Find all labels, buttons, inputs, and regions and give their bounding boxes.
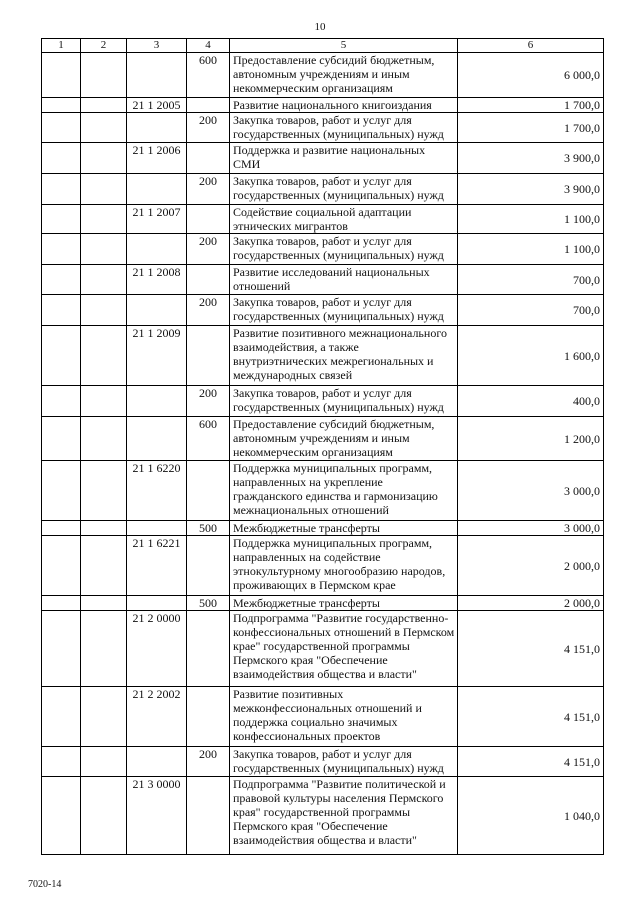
table-row (42, 417, 604, 461)
expense-type-cell (187, 461, 230, 521)
expense-type-cell: 200 (187, 295, 230, 326)
expense-type-cell (187, 536, 230, 596)
expense-type-cell (187, 205, 230, 234)
budget-table (41, 38, 604, 855)
subsection-cell (81, 326, 127, 386)
table-row (42, 521, 604, 536)
subsection-cell (81, 611, 127, 687)
amount-cell: 3 000,0 (458, 461, 604, 521)
target-article-cell (127, 174, 187, 205)
target-article-cell: 21 1 2006 (127, 143, 187, 174)
amount-cell: 1 200,0 (458, 417, 604, 461)
amount-cell: 1 700,0 (458, 98, 604, 113)
description-cell: Поддержка муниципальных программ, направленных на содействие этнокультурному многообразию народов, проживающих в Пермском крае (230, 536, 458, 596)
section-cell (42, 611, 81, 687)
section-cell (42, 521, 81, 536)
subsection-cell (81, 417, 127, 461)
description-cell: Развитие позитивных межконфессиональных отношений и поддержка социально значимых конфессиональных проектов (230, 687, 458, 747)
amount-cell: 700,0 (458, 265, 604, 295)
target-article-cell (127, 521, 187, 536)
expense-type-cell (187, 98, 230, 113)
target-article-cell (127, 234, 187, 265)
target-article-cell: 21 3 0000 (127, 777, 187, 855)
amount-cell: 3 000,0 (458, 521, 604, 536)
description-cell: Подпрограмма "Развитие политической и правовой культуры населения Пермского края" государственной программы Пермского края "Обеспечение взаимодействия общества и власти" (230, 777, 458, 855)
amount-cell: 4 151,0 (458, 747, 604, 777)
target-article-cell: 21 2 0000 (127, 611, 187, 687)
section-cell (42, 386, 81, 417)
table-row (42, 747, 604, 777)
section-cell (42, 143, 81, 174)
table-row (42, 777, 604, 855)
target-article-cell (127, 53, 187, 98)
table-row (42, 98, 604, 113)
description-cell: Межбюджетные трансферты (230, 521, 458, 536)
table-row (42, 265, 604, 295)
expense-type-cell (187, 611, 230, 687)
amount-cell: 6 000,0 (458, 53, 604, 98)
amount-cell: 2 000,0 (458, 596, 604, 611)
section-cell (42, 113, 81, 143)
subsection-cell (81, 596, 127, 611)
target-article-cell: 21 1 6221 (127, 536, 187, 596)
section-cell (42, 596, 81, 611)
subsection-cell (81, 687, 127, 747)
amount-cell: 2 000,0 (458, 536, 604, 596)
expense-type-cell: 200 (187, 174, 230, 205)
subsection-cell (81, 536, 127, 596)
section-cell (42, 747, 81, 777)
amount-cell: 1 600,0 (458, 326, 604, 386)
table-row (42, 386, 604, 417)
page-number: 10 (314, 21, 326, 33)
expense-type-cell (187, 687, 230, 747)
target-article-cell: 21 1 2008 (127, 265, 187, 295)
section-cell (42, 417, 81, 461)
subsection-cell (81, 143, 127, 174)
description-cell: Поддержка муниципальных программ, направленных на укрепление гражданского единства и гармонизацию межнациональных отношений (230, 461, 458, 521)
column-header-4: 4 (187, 39, 230, 53)
subsection-cell (81, 234, 127, 265)
target-article-cell (127, 596, 187, 611)
subsection-cell (81, 205, 127, 234)
section-cell (42, 295, 81, 326)
amount-cell: 4 151,0 (458, 687, 604, 747)
table-row (42, 205, 604, 234)
section-cell (42, 326, 81, 386)
description-cell: Развитие позитивного межнационального взаимодействия, а также внутриэтнических межрегиональных и международных связей (230, 326, 458, 386)
expense-type-cell: 600 (187, 53, 230, 98)
amount-cell: 1 040,0 (458, 777, 604, 855)
target-article-cell: 21 2 2002 (127, 687, 187, 747)
target-article-cell (127, 417, 187, 461)
description-cell: Подпрограмма "Развитие государственно-конфессиональных отношений в Пермском крае" государственной программы Пермского края "Обеспечение взаимодействия общества и власти" (230, 611, 458, 687)
subsection-cell (81, 53, 127, 98)
table-row (42, 174, 604, 205)
table-row (42, 234, 604, 265)
section-cell (42, 234, 81, 265)
subsection-cell (81, 461, 127, 521)
amount-cell: 4 151,0 (458, 611, 604, 687)
target-article-cell: 21 1 6220 (127, 461, 187, 521)
expense-type-cell: 200 (187, 113, 230, 143)
table-row (42, 143, 604, 174)
target-article-cell: 21 1 2009 (127, 326, 187, 386)
description-cell: Содействие социальной адаптации этнических мигрантов (230, 205, 458, 234)
description-cell: Межбюджетные трансферты (230, 596, 458, 611)
description-cell: Развитие исследований национальных отношений (230, 265, 458, 295)
header-row (42, 39, 604, 53)
table-row (42, 113, 604, 143)
column-header-2: 2 (81, 39, 127, 53)
column-header-1: 1 (42, 39, 81, 53)
table-row (42, 611, 604, 687)
table-row (42, 295, 604, 326)
target-article-cell (127, 747, 187, 777)
section-cell (42, 98, 81, 113)
section-cell (42, 265, 81, 295)
table-row (42, 461, 604, 521)
subsection-cell (81, 113, 127, 143)
amount-cell: 400,0 (458, 386, 604, 417)
section-cell (42, 777, 81, 855)
section-cell (42, 536, 81, 596)
section-cell (42, 53, 81, 98)
expense-type-cell (187, 265, 230, 295)
column-header-6: 6 (458, 39, 604, 53)
amount-cell: 700,0 (458, 295, 604, 326)
description-cell: Развитие национального книгоиздания (230, 98, 458, 113)
target-article-cell (127, 295, 187, 326)
expense-type-cell: 200 (187, 386, 230, 417)
amount-cell: 1 700,0 (458, 113, 604, 143)
amount-cell: 3 900,0 (458, 143, 604, 174)
amount-cell: 3 900,0 (458, 174, 604, 205)
subsection-cell (81, 98, 127, 113)
description-cell: Закупка товаров, работ и услуг для государственных (муниципальных) нужд (230, 174, 458, 205)
expense-type-cell: 500 (187, 521, 230, 536)
target-article-cell (127, 386, 187, 417)
subsection-cell (81, 521, 127, 536)
section-cell (42, 687, 81, 747)
description-cell: Закупка товаров, работ и услуг для государственных (муниципальных) нужд (230, 113, 458, 143)
subsection-cell (81, 265, 127, 295)
table-row (42, 687, 604, 747)
table-row (42, 53, 604, 98)
section-cell (42, 174, 81, 205)
table-row (42, 536, 604, 596)
description-cell: Закупка товаров, работ и услуг для государственных (муниципальных) нужд (230, 295, 458, 326)
expense-type-cell (187, 326, 230, 386)
expense-type-cell: 200 (187, 234, 230, 265)
target-article-cell: 21 1 2005 (127, 98, 187, 113)
description-cell: Закупка товаров, работ и услуг для государственных (муниципальных) нужд (230, 386, 458, 417)
subsection-cell (81, 386, 127, 417)
amount-cell: 1 100,0 (458, 205, 604, 234)
column-header-3: 3 (127, 39, 187, 53)
expense-type-cell (187, 777, 230, 855)
subsection-cell (81, 295, 127, 326)
subsection-cell (81, 777, 127, 855)
section-cell (42, 205, 81, 234)
section-cell (42, 461, 81, 521)
expense-type-cell: 200 (187, 747, 230, 777)
subsection-cell (81, 747, 127, 777)
table-row (42, 326, 604, 386)
column-header-5: 5 (230, 39, 458, 53)
amount-cell: 1 100,0 (458, 234, 604, 265)
expense-type-cell (187, 143, 230, 174)
expense-type-cell: 500 (187, 596, 230, 611)
description-cell: Предоставление субсидий бюджетным, автономным учреждениям и иным некоммерческим организациям (230, 417, 458, 461)
document-code: 7020-14 (28, 879, 62, 890)
target-article-cell: 21 1 2007 (127, 205, 187, 234)
description-cell: Закупка товаров, работ и услуг для государственных (муниципальных) нужд (230, 234, 458, 265)
expense-type-cell: 600 (187, 417, 230, 461)
target-article-cell (127, 113, 187, 143)
subsection-cell (81, 174, 127, 205)
description-cell: Поддержка и развитие национальных СМИ (230, 143, 458, 174)
table-row (42, 596, 604, 611)
description-cell: Закупка товаров, работ и услуг для государственных (муниципальных) нужд (230, 747, 458, 777)
description-cell: Предоставление субсидий бюджетным, автономным учреждениям и иным некоммерческим организациям (230, 53, 458, 98)
